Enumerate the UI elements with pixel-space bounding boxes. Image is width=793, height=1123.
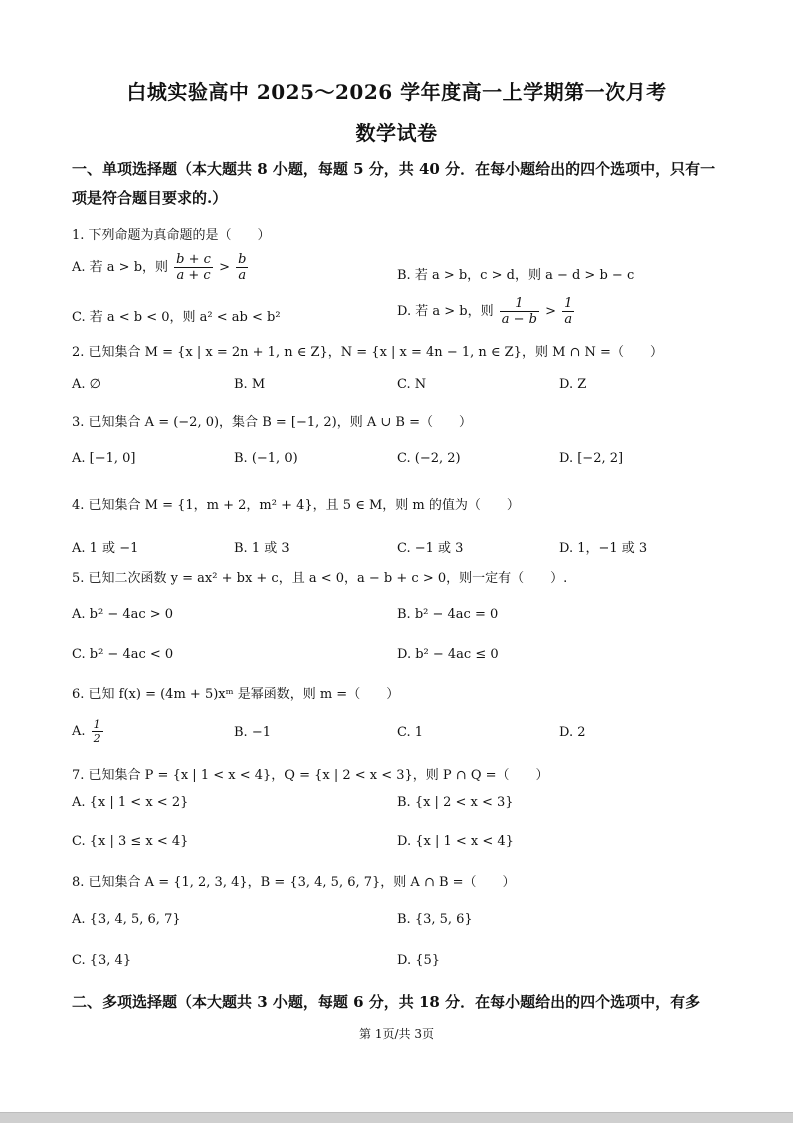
option-a-label: A. <box>72 724 86 739</box>
denominator: 2 <box>93 732 101 745</box>
question-4-option-a: A. 1 或 −1 <box>72 541 139 556</box>
question-6-option-d: D. 2 <box>559 725 586 740</box>
numerator: 1 <box>500 296 539 312</box>
denominator: a − b <box>501 312 537 327</box>
question-1-stem: 1. 下列命题为真命题的是（ ） <box>72 228 271 243</box>
question-1-option-a <box>72 252 250 283</box>
question-5-stem: 5. 已知二次函数 y = ax² + bx + c，且 a < 0，a − b + c > 0，则一定有（ ）. <box>72 571 568 586</box>
relation: > <box>219 260 230 275</box>
question-5-option-c: C. b² − 4ac < 0 <box>72 647 174 662</box>
section-2-heading: 二、多项选择题（本大题共 3 小题，每题 6 分，共 18 分．在每小题给出的四个选项中，有多 <box>72 993 701 1011</box>
viewer-bottom-edge <box>0 1112 793 1123</box>
question-7-option-a: A. {x | 1 < x < 2} <box>72 795 189 810</box>
question-7-option-c: C. {x | 3 ≤ x < 4} <box>72 834 189 849</box>
denominator: a + c <box>176 268 211 283</box>
question-6-option-c: C. 1 <box>397 725 424 740</box>
question-8-option-c: C. {3, 4} <box>72 953 132 968</box>
question-1-option-c: C. 若 a < b < 0，则 a² < ab < b² <box>72 310 281 325</box>
question-6-stem: 6. 已知 f(x) = (4m + 5)xᵐ 是幂函数，则 m =（ ） <box>72 687 400 702</box>
question-6-option-a <box>72 718 105 745</box>
question-1-option-b: B. 若 a > b，c > d，则 a − d > b − c <box>397 268 635 283</box>
option-a-label: A. 若 a > b，则 <box>72 260 169 275</box>
fraction <box>174 252 213 283</box>
question-8-option-b: B. {3, 5, 6} <box>397 912 473 927</box>
question-5-option-b: B. b² − 4ac = 0 <box>397 607 499 622</box>
question-5-option-d: D. b² − 4ac ≤ 0 <box>397 647 499 662</box>
numerator: b + c <box>176 252 211 267</box>
numerator: 1 <box>564 296 573 311</box>
fraction <box>92 718 103 745</box>
question-5-option-a: A. b² − 4ac > 0 <box>72 607 174 622</box>
denominator: a <box>238 268 247 283</box>
question-7-option-b: B. {x | 2 < x < 3} <box>397 795 514 810</box>
numerator: 1 <box>93 718 101 731</box>
question-3-option-c: C. (−2, 2) <box>397 451 461 466</box>
question-4-option-b: B. 1 或 3 <box>234 541 290 556</box>
question-2-stem: 2. 已知集合 M = {x | x = 2n + 1, n ∈ Z}，N = {x | x = 4n − 1, n ∈ Z}，则 M ∩ N =（ ） <box>72 345 663 360</box>
question-4-option-d: D. 1，−1 或 3 <box>559 541 648 556</box>
question-4-stem: 4. 已知集合 M = {1，m + 2，m² + 4}，且 5 ∈ M，则 m 的值为（ ） <box>72 498 520 513</box>
question-1-option-d <box>397 296 576 327</box>
question-3-option-a: A. [−1, 0] <box>72 451 136 466</box>
question-8-option-a: A. {3, 4, 5, 6, 7} <box>72 912 181 927</box>
question-2-option-b: B. M <box>234 377 266 392</box>
relation: > <box>545 304 557 319</box>
fraction <box>500 296 539 327</box>
question-3-option-b: B. (−1, 0) <box>234 451 298 466</box>
question-2-option-a: A. ∅ <box>72 377 101 392</box>
exam-title: 白城实验高中 2025～2026 学年度高一上学期第一次月考 <box>126 80 667 104</box>
question-7-stem: 7. 已知集合 P = {x | 1 < x < 4}，Q = {x | 2 < x < 3}，则 P ∩ Q =（ ） <box>72 768 549 783</box>
question-8-stem: 8. 已知集合 A = {1, 2, 3, 4}，B = {3, 4, 5, 6, 7}，则 A ∩ B =（ ） <box>72 875 516 890</box>
question-7-option-d: D. {x | 1 < x < 4} <box>397 834 514 849</box>
question-4-option-c: C. −1 或 3 <box>397 541 464 556</box>
page-number: 第 1页/共 3页 <box>359 1027 434 1041</box>
fraction <box>562 296 574 327</box>
question-3-stem: 3. 已知集合 A = (−2, 0)，集合 B = [−1, 2)，则 A ∪ B =（ ） <box>72 415 472 430</box>
denominator: a <box>564 312 573 327</box>
exam-subtitle: 数学试卷 <box>355 121 438 145</box>
option-d-label: D. 若 a > b，则 <box>397 304 494 319</box>
numerator: b <box>238 252 247 267</box>
question-3-option-d: D. [−2, 2] <box>559 451 624 466</box>
question-8-option-d: D. {5} <box>397 953 441 968</box>
section-1-heading: 一、单项选择题（本大题共 8 小题，每题 5 分，共 40 分．在每小题给出的四个选项中，只有一项是符合题目要求的.） <box>72 160 716 207</box>
fraction <box>236 252 248 283</box>
question-6-option-b: B. −1 <box>234 725 271 740</box>
question-2-option-d: D. Z <box>559 377 587 392</box>
question-2-option-c: C. N <box>397 377 427 392</box>
